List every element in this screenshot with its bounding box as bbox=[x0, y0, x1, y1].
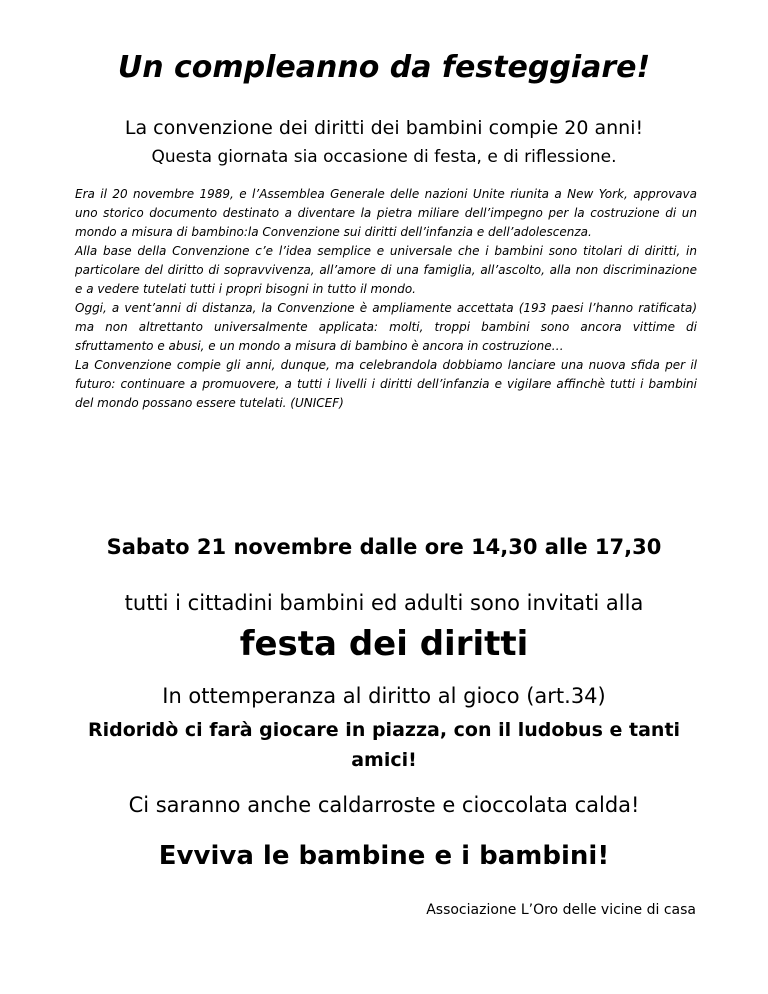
association-signature: Associazione L’Oro delle vicine di casa bbox=[426, 902, 696, 918]
festa-heading: festa dei diritti bbox=[239, 624, 529, 664]
event-date: Sabato 21 novembre dalle ore 14,30 alle 17,30 bbox=[106, 535, 662, 559]
invite-text: tutti i cittadini bambini ed adulti sono invitati alla bbox=[124, 591, 644, 615]
gioco-text: In ottemperanza al diritto al gioco (art.34) bbox=[162, 684, 606, 708]
ridorido-text: Ridoridò ci farà giocare in piazza, con il ludobus e tanti amici! bbox=[87, 719, 681, 771]
body-text bbox=[75, 185, 697, 413]
food-text: Ci saranno anche caldarroste e cioccolata calda! bbox=[128, 793, 640, 817]
paragraph-challenge: La Convenzione compie gli anni, dunque, ma celebrandola dobbiamo lanciare una nuova sfida per il futuro: continuare a promuovere, a tutti i livelli i diritti dell’infanzia e vigilare affinchè tutti i bambini del mondo possano essere tutelati. (UNICEF) bbox=[75, 358, 697, 410]
page-title: Un compleanno da festeggiare! bbox=[117, 50, 651, 85]
evviva-heading: Evviva le bambine e i bambini! bbox=[158, 841, 610, 871]
paragraph-today: Oggi, a vent’anni di distanza, la Convenzione è ampliamente accettata (193 paesi l’hanno ratificata) ma non altrettanto universalmente applicata: molti, troppi bambini sono ancora vittime di sfruttamento e abusi, e un mondo a misura di bambino è ancora in costruzione… bbox=[75, 301, 697, 353]
paragraph-history: Era il 20 novembre 1989, e l’Assemblea Generale delle nazioni Unite riunita a New York, approvava uno storico documento destinato a diventare la pietra miliare dell’impegno per la costruzione di un mondo a misura di bambino:la Convenzione sui diritti dell’infanzia e dell’adolescenza. bbox=[75, 187, 697, 239]
subtitle-celebration: Questa giornata sia occasione di festa, e di riflessione. bbox=[151, 147, 617, 167]
subtitle-anniversary: La convenzione dei diritti dei bambini compie 20 anni! bbox=[124, 117, 644, 139]
paragraph-rights: Alla base della Convenzione c’e l’idea semplice e universale che i bambini sono titolari di diritti, in particolare del diritto di sopravvivenza, all’amore di una famiglia, all’ascolto, alla non discriminazione e a vedere tutelati tutti i propri bisogni in tutto il mondo. bbox=[75, 244, 697, 296]
